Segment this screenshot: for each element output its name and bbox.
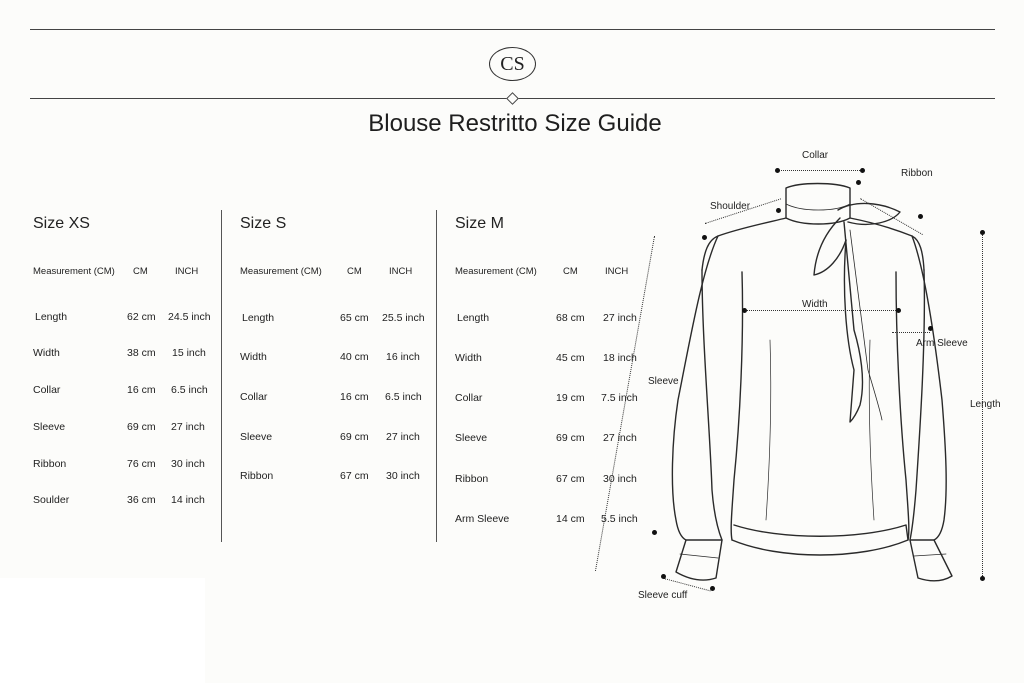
row-cm: 40 cm <box>340 351 369 363</box>
header-cm: CM <box>563 266 578 277</box>
row-inch: 24.5 inch <box>168 311 211 323</box>
row-inch: 5.5 inch <box>601 513 638 525</box>
row-cm: 19 cm <box>556 392 585 404</box>
row-cm: 67 cm <box>556 473 585 485</box>
header-inch: INCH <box>605 266 629 277</box>
row-cm: 69 cm <box>340 431 369 443</box>
header-measurement: Measurement (CM) <box>455 266 537 277</box>
row-cm: 36 cm <box>127 494 156 506</box>
guide-point <box>860 168 865 173</box>
row-cm: 65 cm <box>340 312 369 324</box>
row-inch: 14 inch <box>171 494 205 506</box>
row-label: Ribbon <box>455 473 489 485</box>
width-guide <box>745 310 900 312</box>
label-arm-sleeve: Arm Sleeve <box>916 338 968 349</box>
label-length: Length <box>970 399 1001 410</box>
row-cm: 62 cm <box>127 311 156 323</box>
column-divider <box>221 210 222 542</box>
size-title: Size XS <box>33 215 90 232</box>
guide-point <box>776 208 781 213</box>
row-label: Ribbon <box>240 470 274 482</box>
row-cm: 76 cm <box>127 458 156 470</box>
row-label: Width <box>33 347 60 359</box>
guide-point <box>710 586 715 591</box>
top-rule <box>30 29 995 30</box>
row-inch: 27 inch <box>603 312 637 324</box>
row-cm: 38 cm <box>127 347 156 359</box>
guide-point <box>896 308 901 313</box>
guide-point <box>928 326 933 331</box>
row-label: Width <box>240 351 267 363</box>
blouse-diagram <box>630 140 1020 610</box>
size-title: Size M <box>455 215 504 232</box>
label-sleeve-cuff: Sleeve cuff <box>638 590 688 601</box>
header-inch: INCH <box>175 266 199 277</box>
guide-point <box>980 576 985 581</box>
guide-point <box>661 574 666 579</box>
row-inch: 6.5 inch <box>385 391 422 403</box>
guide-point <box>918 214 923 219</box>
row-inch: 30 inch <box>171 458 205 470</box>
header-measurement: Measurement (CM) <box>240 266 322 277</box>
header-cm: CM <box>133 266 148 277</box>
row-label: Sleeve <box>240 431 273 443</box>
row-label: Length <box>457 312 490 324</box>
row-label: Sleeve <box>33 421 66 433</box>
blouse-illustration <box>630 140 1020 610</box>
collar-guide <box>778 170 862 172</box>
row-inch: 16 inch <box>386 351 420 363</box>
diamond-ornament <box>506 92 519 105</box>
row-inch: 18 inch <box>603 352 637 364</box>
size-title: Size S <box>240 215 287 232</box>
row-cm: 67 cm <box>340 470 369 482</box>
row-label: Collar <box>33 384 61 396</box>
page-title: Blouse Restritto Size Guide <box>368 110 662 137</box>
row-cm: 16 cm <box>127 384 156 396</box>
guide-point <box>980 230 985 235</box>
row-label: Width <box>455 352 482 364</box>
guide-point <box>652 530 657 535</box>
row-label: Ribbon <box>33 458 67 470</box>
column-divider <box>436 210 437 542</box>
label-shoulder: Shoulder <box>710 201 751 212</box>
row-label: Collar <box>240 391 268 403</box>
row-label: Length <box>242 312 275 324</box>
header-measurement: Measurement (CM) <box>33 266 115 277</box>
label-width: Width <box>802 299 828 310</box>
blank-patch <box>0 578 205 683</box>
guide-point <box>775 168 780 173</box>
header-cm: CM <box>347 266 362 277</box>
guide-point <box>702 235 707 240</box>
row-inch: 30 inch <box>386 470 420 482</box>
row-cm: 14 cm <box>556 513 585 525</box>
row-inch: 15 inch <box>172 347 206 359</box>
row-label: Collar <box>455 392 483 404</box>
row-cm: 69 cm <box>556 432 585 444</box>
guide-point <box>742 308 747 313</box>
row-inch: 6.5 inch <box>171 384 208 396</box>
row-label: Length <box>35 311 68 323</box>
arm-sleeve-guide <box>892 332 930 334</box>
row-cm: 69 cm <box>127 421 156 433</box>
header-inch: INCH <box>389 266 413 277</box>
guide-point <box>856 180 861 185</box>
brand-logo: CS <box>489 47 536 81</box>
row-inch: 7.5 inch <box>601 392 638 404</box>
row-inch: 27 inch <box>171 421 205 433</box>
row-inch: 27 inch <box>386 431 420 443</box>
row-label: Sleeve <box>455 432 488 444</box>
row-cm: 45 cm <box>556 352 585 364</box>
row-label: Arm Sleeve <box>455 513 510 525</box>
row-inch: 30 inch <box>603 473 637 485</box>
row-cm: 16 cm <box>340 391 369 403</box>
row-inch: 27 inch <box>603 432 637 444</box>
row-label: Soulder <box>33 494 70 506</box>
row-inch: 25.5 inch <box>382 312 425 324</box>
label-ribbon: Ribbon <box>901 168 933 179</box>
row-cm: 68 cm <box>556 312 585 324</box>
label-sleeve: Sleeve <box>648 376 679 387</box>
label-collar: Collar <box>802 150 829 161</box>
